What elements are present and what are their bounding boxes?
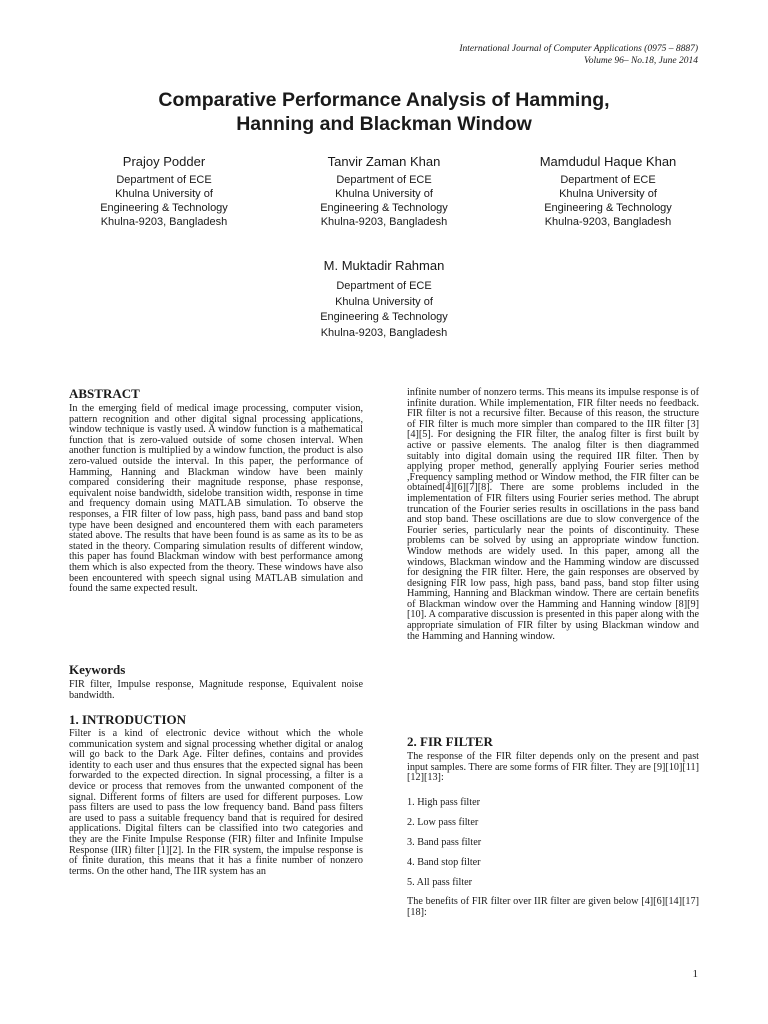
fir-filter-text: The response of the FIR filter depends only on the present and past input samples. There are some forms of FIR filter. They are [9][10][11][12][13]: [407, 751, 699, 784]
author-affiliation-line: Engineering & Technology [544, 202, 672, 214]
keywords-text: FIR filter, Impulse response, Magnitude response, Equivalent noise bandwidth. [69, 679, 363, 701]
fir-filter-heading: 2. FIR FILTER [407, 734, 493, 749]
author-affiliation-line: Khulna-9203, Bangladesh [544, 216, 672, 228]
author-block-1 [69, 153, 259, 229]
author-affiliation-line: Engineering & Technology [320, 202, 448, 214]
abstract-text: In the emerging field of medical image processing, computer vision, pattern recognition and other digital signal processing applications, window technique is vastly used. A window function is a mathematical function that is zero-valued outside of some chosen interval. When another function is multiplied by a window function, the product is also zero-valued outside the interval. In this paper, the performance of Hamming, Hanning and Blackman window have been mainly compared considering their magnitude response, phase response, equivalent noise bandwidth, sidelobe transition width, response in time and frequency domain using MATLAB simulation. To observe the responses, a FIR filter of low pass, high pass, band pass and band stop type have been designed and encountered them with each parameters stated above. The results that have been found is as same as its to be as stated in the theory. Comparing simulation results of different window, this paper has found Blackman window with best performance among them which is also expected from the theory. These windows have also been encountered with speech signal using MATLAB simulation and found the same expected result. [69, 403, 363, 595]
author-affiliation-line: Department of ECE [336, 280, 432, 292]
paper-title-line-2: Hanning and Blackman Window [236, 113, 532, 135]
author-block-3 [508, 153, 708, 229]
fir-benefits-text: The benefits of FIR filter over IIR filter are given below [4][6][14][17][18]: [407, 896, 699, 918]
author-affiliation-line: Engineering & Technology [100, 202, 228, 214]
introduction-heading: 1. INTRODUCTION [69, 712, 187, 727]
author-affiliation-line: Khulna-9203, Bangladesh [320, 326, 448, 339]
author-affiliation-line: Engineering & Technology [320, 311, 448, 323]
author-affiliation-line: Department of ECE [116, 174, 212, 186]
introduction-text: Filter is a kind of electronic device without which the whole communication system and signal processing whether digital or analog will go back to the Dark Age. Filter defines, contains and provides identity to each user and thus ensures that the expected signal has been forwarded to the expected direction. In signal processing, a filter is a device or process that removes from the unwanted component of the signal. Different forms of filters are used for different purposes. Low pass filters are used to pass the low frequency band. Band pass filters are used to pass a suitable frequency band that is required for desired applications. Digital filters can be classified into two categories and they are the Finite Impulse Response (FIR) filter and Infinite Impulse Response (IIR) filter [1][2]. In the FIR system, the impulse response is of finite duration, this means that it has a finite number of nonzero terms. On the other hand, The IIR system has an [69, 728, 363, 877]
author-affiliation-line: Khulna University of [335, 295, 433, 308]
author-affiliation-line: Khulna-9203, Bangladesh [320, 216, 448, 228]
fir-list-item: 5. All pass filter [407, 877, 473, 888]
paper-title [0, 88, 768, 136]
paper-title-line-1: Comparative Performance Analysis of Hamming, [158, 89, 610, 111]
keywords-heading: Keywords [69, 662, 126, 677]
author-affiliation-line: Department of ECE [336, 174, 432, 186]
page-number: 1 [692, 968, 698, 980]
author-affiliation-line: Khulna University of [559, 188, 657, 200]
fir-list-item: 4. Band stop filter [407, 857, 481, 868]
author-name: Tanvir Zaman Khan [327, 154, 441, 169]
author-name: Mamdudul Haque Khan [539, 154, 677, 169]
journal-volume: Volume 96– No.18, June 2014 [584, 56, 698, 66]
author-name: M. Muktadir Rahman [323, 258, 445, 273]
fir-list-item: 3. Band pass filter [407, 837, 482, 848]
author-affiliation-line: Khulna-9203, Bangladesh [100, 216, 228, 228]
introduction-text-continued: infinite number of nonzero terms. This means its impulse response is of infinite duration. While implementation, FIR filter needs no feedback. FIR filter is not a recursive filter. Because of this reason, the structure of FIR filter is much more simpler than compared to the IIR filter [3][4][5]. For designing the FIR filter, the analog filter is first built by active or passive elements. The analog filter is then diagrammed suitably into digital domain using the required IIR filter. Then by applying proper method, generally applying Fourier series method ,Frequency sampling method or Window method, the FIR filter can be obtained[4][6][7][8]. There are some problems included in the implementation of FIR filters using Fourier series method. The abrupt truncation of the Fourier series results in oscillations in the pass band and stop band. These oscillations are due to slow convergence of the Fourier series, particularly near the points of discontinuity. These problems can be solved by using an appropriate window function. Window methods are widely used. In this paper, among all the windows, Blackman window and the Hamming window are discussed for designing the FIR filter. Here, the gain responses are observed by designing FIR low pass, high pass, band pass, band stop filter using Hamming, Hanning and Blackman window. There are certain benefits of Blackman window over the Hamming and Hanning window [8][9][10]. A comparative discussion is presented in this paper along with the appropriate simulation of FIR filter by using Blackman window and the Hamming and Hanning window. [407, 387, 699, 642]
author-affiliation-line: Department of ECE [560, 174, 656, 186]
abstract-heading: ABSTRACT [69, 386, 140, 401]
author-block-4 [289, 257, 479, 341]
author-affiliation-line: Khulna University of [115, 188, 213, 200]
fir-list-item: 1. High pass filter [407, 797, 480, 808]
author-name: Prajoy Podder [122, 154, 206, 169]
journal-header [258, 43, 698, 67]
fir-list-item: 2. Low pass filter [407, 817, 479, 828]
author-affiliation-line: Khulna University of [335, 188, 433, 200]
author-block-2 [289, 153, 479, 229]
journal-citation: International Journal of Computer Applications (0975 – 8887) [459, 44, 698, 54]
